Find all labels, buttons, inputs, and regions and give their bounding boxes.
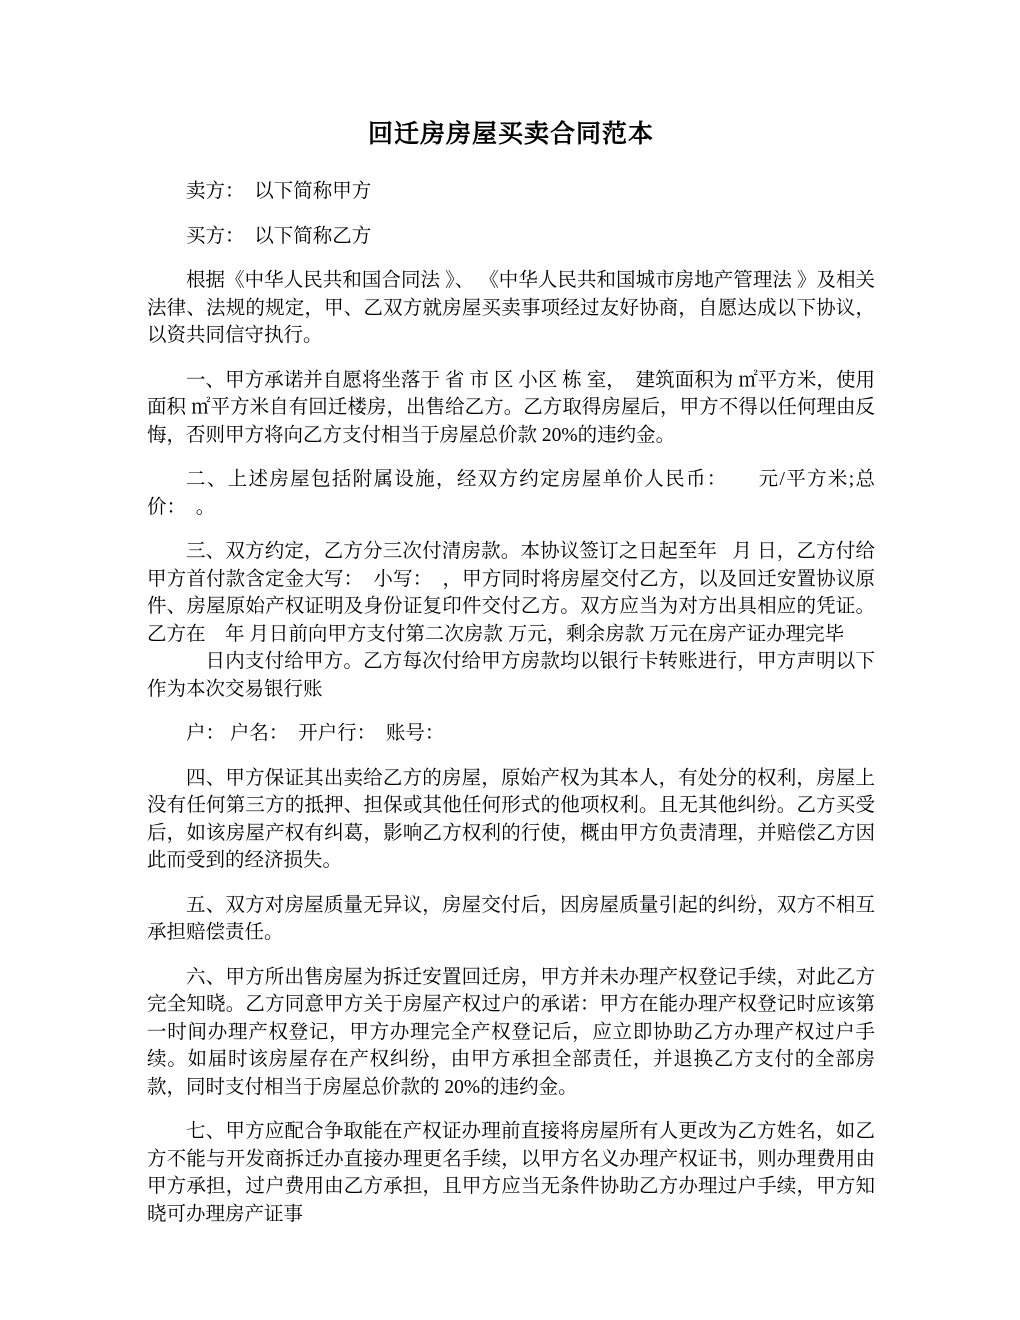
clause-5-paragraph: 五、双方对房屋质量无异议，房屋交付后，因房屋质量引起的纠纷，双方不相互承担赔偿责任。 xyxy=(147,894,875,943)
clause-6-paragraph: 六、甲方所出售房屋为拆迁安置回迁房，甲方并未办理产权登记手续，对此乙方完全知晓。乙方同意甲方关于房屋产权过户的承诺：甲方在能办理产权登记时应该第一时间办理产权登记，甲方办理完全产权登记后，应立即协助乙方办理产权过户手续。如届时该房屋存在产权纠纷，由甲方承担全部责任，并退换乙方支付的全部房款，同时支付相当于房屋总价款的 20%的违约金。 xyxy=(147,966,875,1098)
seller-line: 卖方： 以下简称甲方 xyxy=(186,181,372,202)
document-title: 回迁房房屋买卖合同范本 xyxy=(367,120,654,148)
bank-account-line: 户： 户名： 开户行： 账号： xyxy=(186,723,445,744)
intro-paragraph: 根据《中华人民共和国合同法 》、 《中华人民共和国城市房地产管理法 》及相关法律、法规的规定，甲、乙双方就房屋买卖事项经过友好协商，自愿达成以下协议，以资共同信守执行。 xyxy=(147,270,875,346)
clause-3-paragraph: 三、双方约定，乙方分三次付清房款。本协议签订之日起至年 月 日，乙方付给甲方首付款含定金大写： 小写： ，甲方同时将房屋交付乙方，以及回迁安置协议原件、房屋原始产权证明及身份证复印件交付乙方。双方应当为对方出具相应的凭证。乙方在 年 月日前向甲方支付第二次房款 万元，剩余房款 万元在房产证办理完毕 xyxy=(147,541,875,645)
clause-3-continuation-paragraph: 日内支付给甲方。乙方每次付给甲方房款均以银行卡转账进行，甲方声明以下作为本次交易银行账 xyxy=(147,651,875,700)
clause-2-paragraph: 二、上述房屋包括附属设施，经双方约定房屋单价人民币： 元/平方米;总价： 。 xyxy=(147,469,875,518)
buyer-line: 买方： 以下简称乙方 xyxy=(186,225,372,247)
clause-1-paragraph: 一、甲方承诺并自愿将坐落于 省 市 区 小区 栋 室， 建筑面积为 ㎡平方米，使用面积 ㎡平方米自有回迁楼房，出售给乙方。乙方取得房屋后，甲方不得以任何理由反悔，否则甲方将向乙方支付相当于房屋总价款 20%的违约金。 xyxy=(147,369,875,446)
clause-4-paragraph: 四、甲方保证其出卖给乙方的房屋，原始产权为其本人，有处分的权利，房屋上没有任何第三方的抵押、担保或其他任何形式的他项权利。且无其他纠纷。乙方买受后，如该房屋产权有纠葛，影响乙方权利的行使，概由甲方负责清理，并赔偿乙方因此而受到的经济损失。 xyxy=(147,767,875,871)
clause-7-paragraph: 七、甲方应配合争取能在产权证办理前直接将房屋所有人更改为乙方姓名，如乙方不能与开发商拆迁办直接办理更名手续，以甲方名义办理产权证书，则办理费用由甲方承担，过户费用由乙方承担，且甲方应当无条件协助乙方办理过户手续，甲方知晓可办理房产证事 xyxy=(147,1121,875,1225)
